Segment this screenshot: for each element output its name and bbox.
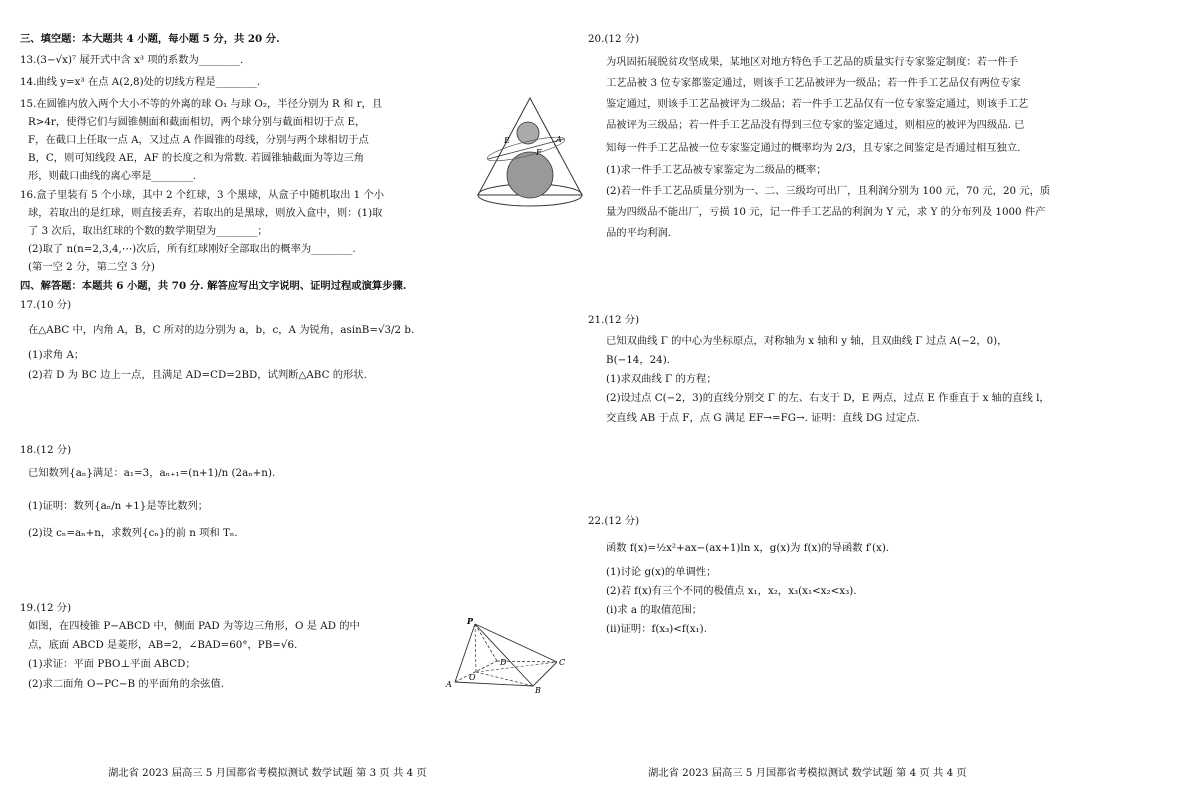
cone-label-a: A bbox=[556, 135, 562, 144]
question-14: 14.曲线 y=x³ 在点 A(2,8)处的切线方程是________. bbox=[20, 76, 261, 88]
section-4-heading: 四、解答题：本题共 6 小题，共 70 分. 解答应写出文字说明、证明过程或演算步骤. bbox=[20, 280, 407, 292]
question-18-body: 已知数列{aₙ}满足：a₁=3，aₙ₊₁=(n+1)/n (2aₙ+n). bbox=[28, 467, 276, 479]
question-18-part-2: (2)设 cₙ=aₙ+n，求数列{cₙ}的前 n 项和 Tₙ. bbox=[28, 527, 238, 539]
question-15-line-1: 15.在圆锥内放入两个大小不等的外离的球 O₁ 与球 O₂，半径分别为 R 和 r，且 bbox=[20, 98, 383, 110]
question-18-part-1: (1)证明：数列{aₙ/n +1}是等比数列； bbox=[28, 500, 209, 512]
question-20-line-2: 工艺品被 3 位专家都鉴定通过，则该手工艺品被评为一级品；若一件手工艺品仅有两位专家 bbox=[606, 77, 1021, 89]
question-22-body: 函数 f(x)=½x²+ax−(ax+1)ln x，g(x)为 f(x)的导函数 f′(x). bbox=[606, 542, 890, 554]
question-17-body: 在△ABC 中，内角 A，B，C 所对的边分别为 a，b，c，A 为锐角，asinB=√3/2 b. bbox=[28, 324, 415, 336]
question-20-part-1: (1)求一件手工艺品被专家鉴定为二级品的概率； bbox=[606, 164, 827, 176]
question-17-header: 17.(10 分) bbox=[20, 299, 72, 311]
question-21-part-1: (1)求双曲线 Γ 的方程； bbox=[606, 373, 717, 385]
question-20-line-3: 鉴定通过，则该手工艺品被评为二级品；若一件手工艺品仅有一位专家鉴定通过，则该手工艺 bbox=[606, 98, 1029, 110]
question-21-line-1: 已知双曲线 Γ 的中心为坐标原点，对称轴为 x 轴和 y 轴，且双曲线 Γ 过点 A(−2，0)， bbox=[606, 335, 1008, 347]
question-15-line-2: R>4r，使得它们与圆锥侧面和截面相切，两个球分别与截面相切于点 E， bbox=[28, 116, 366, 128]
right-page-footer: 湖北省 2023 届高三 5 月国都省考模拟测试 数学试题 第 4 页 共 4 页 bbox=[648, 767, 967, 779]
question-16-line-2: 球，若取出的是红球，则直接丢弃，若取出的是黑球，则放入盒中，则：(1)取 bbox=[28, 207, 383, 219]
question-19-header: 19.(12 分) bbox=[20, 602, 72, 614]
question-20-line-4: 品被评为三级品；若一件手工艺品没有得到三位专家的鉴定通过，则相应的被评为四级品. 已 bbox=[606, 119, 1025, 131]
question-19-part-1: (1)求证：平面 PBO⊥平面 ABCD； bbox=[28, 658, 196, 670]
cone-label-e: E bbox=[504, 136, 510, 145]
question-22-part-2-i: (ⅰ)求 a 的取值范围； bbox=[606, 604, 703, 616]
pyramid-label-a: A bbox=[446, 680, 452, 689]
right-page bbox=[588, 0, 1173, 811]
question-20-part-2-line-1: (2)若一件手工艺品质量分别为一、二、三级均可出厂，且利润分别为 100 元，70 元，20 元，质 bbox=[606, 185, 1051, 197]
question-18-header: 18.(12 分) bbox=[20, 444, 72, 456]
question-21-part-2-line-1: (2)设过点 C(−2，3)的直线分别交 Γ 的左、右支于 D，E 两点，过点 E 作垂直于 x 轴的直线 l， bbox=[606, 392, 1050, 404]
question-16-line-1: 16.盒子里装有 5 个小球，其中 2 个红球，3 个黑球，从盒子中随机取出 1 个小 bbox=[20, 189, 385, 201]
cone-label-f: F bbox=[536, 148, 542, 157]
question-22-part-2-ii: (ⅱ)证明：f(x₃)<f(x₁). bbox=[606, 623, 707, 635]
cone-figure bbox=[460, 95, 600, 213]
pyramid-label-p: P bbox=[467, 616, 474, 626]
pyramid-label-o: O bbox=[469, 673, 476, 682]
question-13: 13.(3−√x)⁷ 展开式中含 x³ 项的系数为________. bbox=[20, 54, 244, 66]
question-20-header: 20.(12 分) bbox=[588, 33, 640, 45]
question-21-line-2: B(−14，24). bbox=[606, 354, 671, 366]
left-page-footer: 湖北省 2023 届高三 5 月国都省考模拟测试 数学试题 第 3 页 共 4 页 bbox=[108, 767, 427, 779]
question-21-header: 21.(12 分) bbox=[588, 314, 640, 326]
question-17-part-1: (1)求角 A； bbox=[28, 349, 85, 361]
section-3-heading: 三、填空题：本大题共 4 小题，每小题 5 分，共 20 分. bbox=[20, 33, 280, 45]
question-19-part-2: (2)求二面角 O−PC−B 的平面角的余弦值. bbox=[28, 678, 225, 690]
pyramid-label-c: C bbox=[559, 658, 566, 667]
question-16-line-3: 了 3 次后，取出红球的个数的数学期望为________； bbox=[28, 225, 268, 237]
question-20-part-2-line-2: 量为四级品不能出厂，亏损 10 元，记一件手工艺品的利润为 Y 元，求 Y 的分布列及 1000 件产 bbox=[606, 206, 1046, 218]
question-16-line-4: (2)取了 n(n=2,3,4,⋯)次后，所有红球刚好全部取出的概率为________. bbox=[28, 243, 356, 255]
question-22-header: 22.(12 分) bbox=[588, 515, 640, 527]
question-16-line-5: (第一空 2 分，第二空 3 分) bbox=[28, 261, 155, 273]
question-20-part-2-line-3: 品的平均利润. bbox=[606, 227, 672, 239]
pyramid-label-b: B bbox=[535, 686, 541, 694]
question-20-line-5: 知每一件手工艺品被一位专家鉴定通过的概率均为 2/3，且专家之间鉴定是否通过相互独立. bbox=[606, 142, 1021, 154]
pyramid-label-d: D bbox=[500, 658, 507, 667]
question-21-part-2-line-2: 交直线 AB 于点 F，点 G 满足 EF→=FG→. 证明：直线 DG 过定点. bbox=[606, 412, 920, 424]
question-15-line-3: F，在截口上任取一点 A，又过点 A 作圆锥的母线，分别与两个球相切于点 bbox=[28, 134, 369, 146]
pyramid-figure bbox=[445, 614, 585, 694]
question-15-line-5: 形，则截口曲线的离心率是________. bbox=[28, 170, 197, 182]
question-19-line-1: 如图，在四棱锥 P−ABCD 中，侧面 PAD 为等边三角形，O 是 AD 的中 bbox=[28, 620, 360, 632]
left-page bbox=[20, 0, 600, 811]
question-22-part-2: (2)若 f(x)有三个不同的极值点 x₁，x₂，x₃(x₁<x₂<x₃). bbox=[606, 585, 857, 597]
question-19-line-2: 点，底面 ABCD 是菱形，AB=2，∠BAD=60°，PB=√6. bbox=[28, 639, 298, 651]
question-20-line-1: 为巩固拓展脱贫攻坚成果，某地区对地方特色手工艺品的质量实行专家鉴定制度：若一件手 bbox=[606, 56, 1018, 68]
question-22-part-1: (1)讨论 g(x)的单调性； bbox=[606, 566, 717, 578]
question-17-part-2: (2)若 D 为 BC 边上一点，且满足 AD=CD=2BD，试判断△ABC 的形状. bbox=[28, 369, 367, 381]
question-15-line-4: B，C，则可知线段 AE，AF 的长度之和为常数. 若圆锥轴截面为等边三角 bbox=[28, 152, 365, 164]
